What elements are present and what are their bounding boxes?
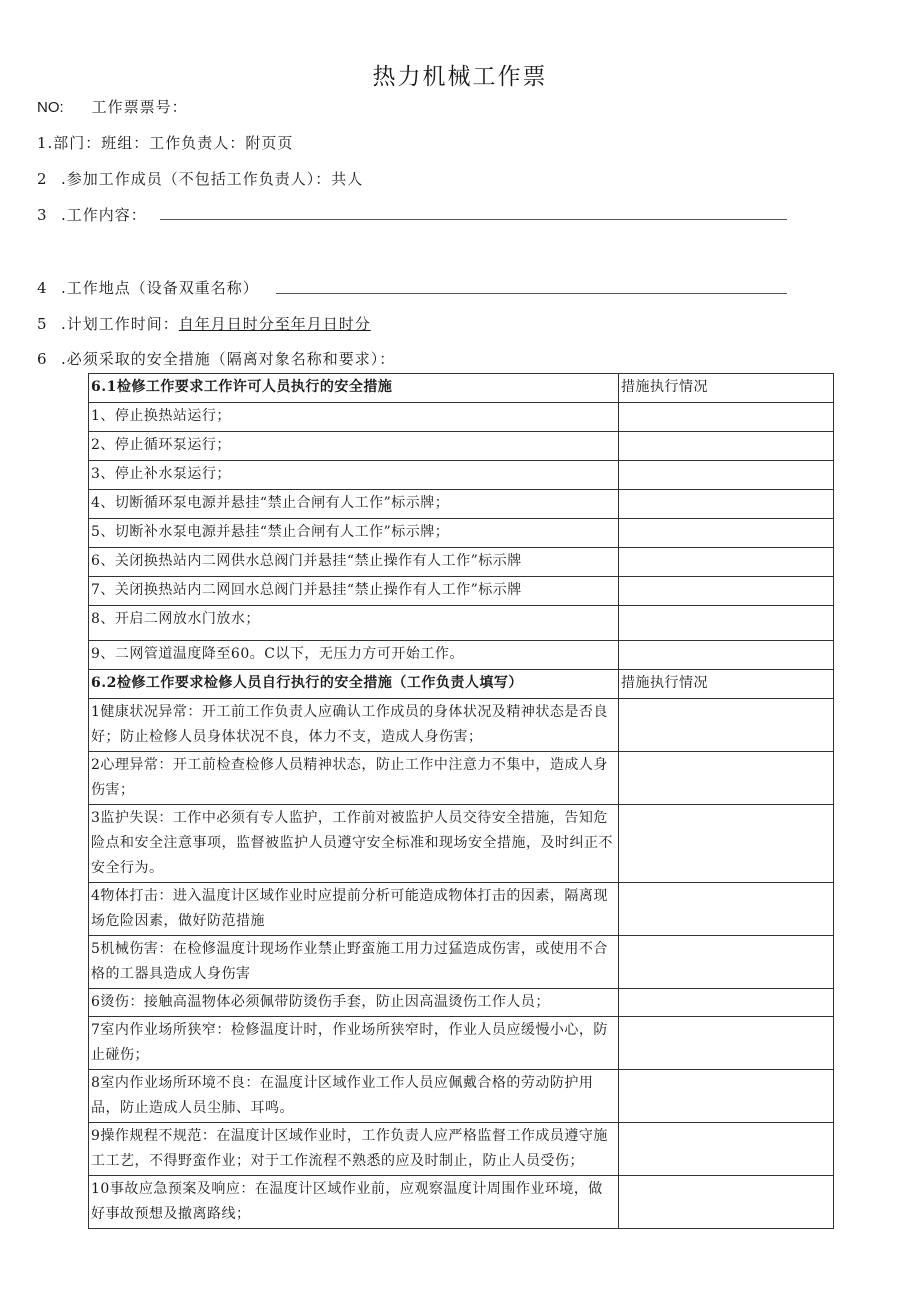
work-content-line (37, 204, 147, 225)
status-cell[interactable] (619, 403, 834, 432)
status-cell[interactable] (619, 490, 834, 519)
planned-time-line (37, 313, 371, 334)
measure-text: 1健康状况异常：开工前工作负责人应确认工作成员的身体状况及精神状态是否良好；防止检修人员身体状况不良，体力不支，造成人身伤害； (89, 699, 619, 752)
members-line (37, 168, 363, 189)
status-cell[interactable] (619, 577, 834, 606)
status-cell[interactable] (619, 936, 834, 989)
table-row (89, 432, 834, 461)
table-row (89, 1176, 834, 1229)
table-row (89, 577, 834, 606)
safety-measures-table (88, 373, 834, 1229)
status-cell[interactable] (619, 548, 834, 577)
safety-measures-label: .必须采取的安全措施（隔离对象名称和要求）： (61, 350, 396, 368)
table-row (89, 936, 834, 989)
measure-text: 5、切断补水泵电源并悬挂“禁止合闸有人工作”标示牌； (89, 519, 619, 548)
measure-text: 1、停止换热站运行； (89, 403, 619, 432)
table-row (89, 805, 834, 883)
status-cell[interactable] (619, 606, 834, 641)
measure-text: 3监护失误：工作中必须有专人监护，工作前对被监护人员交待安全措施，告知危险点和安全注意事项，监督被监护人员遵守安全标准和现场安全措施，及时纠正不安全行为。 (89, 805, 619, 883)
measure-text: 6烫伤：接触高温物体必须佩带防烫伤手套，防止因高温烫伤工作人员； (89, 989, 619, 1017)
measure-text: 9、二网管道温度降至60。C以下，无压力方可开始工作。 (89, 641, 619, 670)
status-cell[interactable] (619, 1123, 834, 1176)
section-header-row (89, 374, 834, 403)
table-row (89, 883, 834, 936)
field-number: 2 (37, 170, 48, 188)
table-row (89, 461, 834, 490)
table-row (89, 1017, 834, 1070)
work-location-line (37, 277, 259, 298)
table-row (89, 548, 834, 577)
measure-text: 6、关闭换热站内二网供水总阀门并悬挂“禁止操作有人工作”标示牌 (89, 548, 619, 577)
field-number: 4 (37, 279, 48, 297)
measure-text: 10事故应急预案及响应：在温度计区域作业前，应观察温度计周围作业环境，做好事故预想及撤离路线； (89, 1176, 619, 1229)
status-cell[interactable] (619, 1070, 834, 1123)
planned-time-label: .计划工作时间： (61, 315, 179, 333)
measure-text: 9操作规程不规范：在温度计区域作业时，工作负责人应严格监督工作成员遵守施工工艺，不得野蛮作业；对于工作流程不熟悉的应及时制止，防止人员受伤； (89, 1123, 619, 1176)
status-cell[interactable] (619, 805, 834, 883)
table-row (89, 1070, 834, 1123)
status-cell[interactable] (619, 1176, 834, 1229)
status-cell[interactable] (619, 432, 834, 461)
section1-heading: 6.1检修工作要求工作许可人员执行的安全措施 (89, 374, 619, 403)
status-cell[interactable] (619, 519, 834, 548)
section2-heading: 6.2检修工作要求检修人员自行执行的安全措施（工作负责人填写） (89, 670, 619, 699)
measure-text: 8室内作业场所环境不良：在温度计区域作业工作人员应佩戴合格的劳动防护用品，防止造成人员尘肺、耳鸣。 (89, 1070, 619, 1123)
work-location-field[interactable] (276, 293, 787, 294)
members-label: .参加工作成员（不包括工作负责人）：共人 (61, 170, 364, 188)
field-number: 5 (37, 315, 48, 333)
measure-text: 2、停止循环泵运行； (89, 432, 619, 461)
table-row (89, 699, 834, 752)
work-location-label: .工作地点（设备双重名称） (61, 279, 259, 297)
safety-measures-line (37, 348, 395, 369)
measure-text: 2心理异常：开工前检查检修人员精神状态，防止工作中注意力不集中，造成人身伤害； (89, 752, 619, 805)
measure-text: 4物体打击：进入温度计区域作业时应提前分析可能造成物体打击的因素，隔离现场危险因素，做好防范措施 (89, 883, 619, 936)
department-line: 1.部门：班组：工作负责人：附页页 (37, 134, 294, 152)
status-cell[interactable] (619, 461, 834, 490)
status-cell[interactable] (619, 699, 834, 752)
status-cell[interactable] (619, 641, 834, 670)
measure-text: 8、开启二网放水门放水； (89, 606, 619, 641)
no-label: NO: (37, 99, 64, 116)
table-row (89, 989, 834, 1017)
measure-text: 4、切断循环泵电源并悬挂“禁止合闸有人工作”标示牌； (89, 490, 619, 519)
table-row (89, 606, 834, 641)
table-row (89, 519, 834, 548)
table-row (89, 752, 834, 805)
table-row (89, 490, 834, 519)
measure-text: 7室内作业场所狭窄：检修温度计时，作业场所狭窄时，作业人员应缓慢小心，防止碰伤； (89, 1017, 619, 1070)
work-content-field[interactable] (160, 219, 787, 220)
measure-text: 7、关闭换热站内二网回水总阀门并悬挂“禁止操作有人工作”标示牌 (89, 577, 619, 606)
table-row (89, 403, 834, 432)
field-number: 3 (37, 206, 48, 224)
status-cell[interactable] (619, 989, 834, 1017)
section-header-row (89, 670, 834, 699)
status-cell[interactable] (619, 883, 834, 936)
planned-time-field[interactable]: 自年月日时分至年月日时分 (178, 315, 371, 333)
table-row (89, 1123, 834, 1176)
page-title: 热力机械工作票 (372, 64, 548, 90)
section2-status-heading: 措施执行情况 (619, 670, 834, 699)
measure-text: 5机械伤害：在检修温度计现场作业禁止野蛮施工用力过猛造成伤害，或使用不合格的工器具造成人身伤害 (89, 936, 619, 989)
measure-text: 3、停止补水泵运行； (89, 461, 619, 490)
status-cell[interactable] (619, 1017, 834, 1070)
field-number: 6 (37, 350, 48, 368)
ticket-number-label: 工作票票号： (91, 98, 188, 116)
section1-status-heading: 措施执行情况 (619, 374, 834, 403)
table-row (89, 641, 834, 670)
ticket-number-line (37, 96, 188, 117)
status-cell[interactable] (619, 752, 834, 805)
work-content-label: .工作内容： (61, 206, 147, 224)
